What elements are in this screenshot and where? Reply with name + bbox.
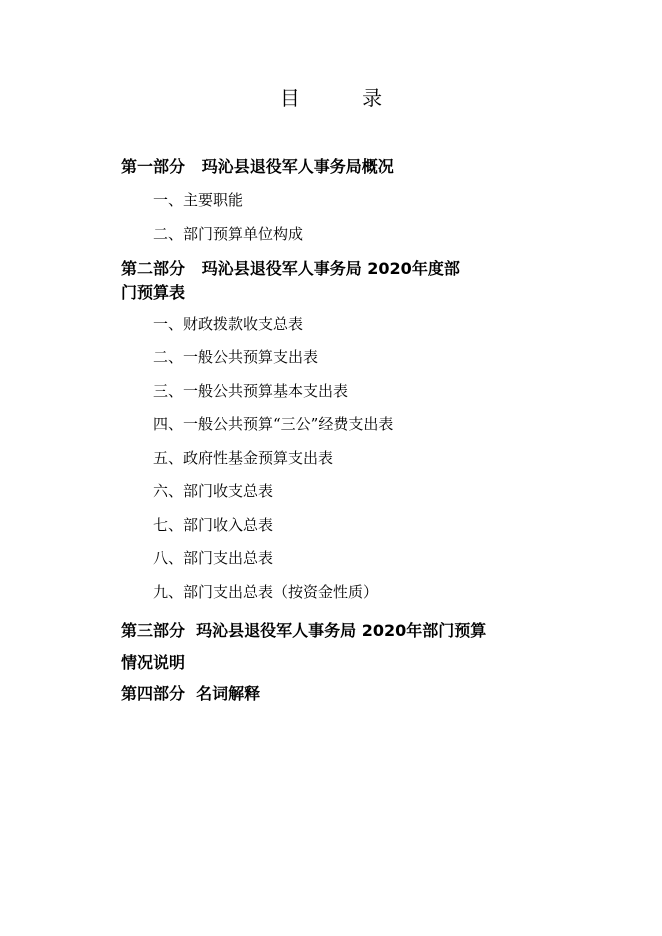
part1-heading: 第一部分 玛沁县退役军人事务局概况 [121,157,394,176]
part2-item-1: 一、财政拨款收支总表 [153,315,304,333]
part2-item-6: 六、部门收支总表 [153,482,274,500]
part2-item-5: 五、政府性基金预算支出表 [153,449,334,467]
part2-item-4: 四、一般公共预算“三公”经费支出表 [153,415,394,433]
part2-heading-line2: 门预算表 [121,283,186,302]
part2-heading-line1: 第二部分 玛沁县退役军人事务局 2020年度部 [121,259,460,278]
part1-item-1: 一、主要职能 [153,191,244,209]
part4-heading: 第四部分 名词解释 [121,684,261,703]
part2-item-8: 八、部门支出总表 [153,549,274,567]
part2-item-9: 九、部门支出总表（按资金性质） [153,583,379,601]
part3-heading-line2: 情况说明 [121,653,186,672]
part2-item-7: 七、部门收入总表 [153,516,274,534]
part3-heading-line1: 第三部分 玛沁县退役军人事务局 2020年部门预算 [121,621,487,640]
part2-item-2: 二、一般公共预算支出表 [153,348,319,366]
toc-title: 目 录 [279,86,411,110]
part2-item-3: 三、一般公共预算基本支出表 [153,382,349,400]
part1-item-2: 二、部门预算单位构成 [153,225,304,243]
